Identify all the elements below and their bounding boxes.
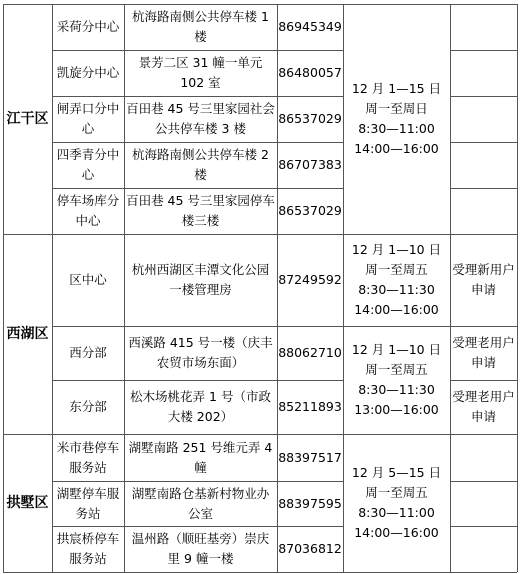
schedule-line: 8:30—11:30 — [358, 282, 435, 297]
note-cell — [450, 434, 517, 481]
note-cell — [450, 481, 517, 526]
schedule-line: 12 月 1—10 日 — [351, 342, 442, 357]
schedule-lines — [352, 240, 441, 320]
note-cell — [450, 188, 517, 234]
unit-cell — [52, 380, 124, 434]
schedule-lines — [352, 340, 441, 420]
address-text: 湖墅南路 251 号维元弄 4 幢 — [128, 439, 273, 475]
district-name: 拱墅区 — [6, 495, 49, 511]
unit-name: 四季青分中心 — [56, 147, 120, 182]
unit-cell — [52, 142, 124, 188]
unit-name: 西分部 — [69, 345, 107, 360]
unit-cell — [52, 4, 124, 50]
address-text: 杭州西湖区丰潭文化公园一楼管理房 — [131, 262, 270, 297]
schedule-lines — [352, 79, 441, 159]
note-cell — [450, 526, 517, 572]
address-cell — [124, 142, 277, 188]
schedule-line: 12 月 1—15 日 — [351, 81, 442, 96]
unit-cell — [52, 188, 124, 234]
phone-cell — [277, 188, 343, 234]
phone-number: 86945349 — [278, 19, 342, 34]
schedule-line: 周一至周五 — [365, 262, 428, 277]
unit-cell — [52, 234, 124, 326]
note-text: 受理新用户申请 — [452, 262, 515, 297]
address-cell — [124, 4, 277, 50]
note-cell — [450, 142, 517, 188]
address-text: 温州路（顺旺基旁）崇庆里 9 幢一楼 — [131, 531, 270, 566]
address-text: 杭海路南侧公共停车楼 1 楼 — [132, 9, 269, 44]
grid-line — [343, 4, 344, 572]
schedule-line: 周一至周五 — [365, 485, 428, 500]
grid-line — [52, 188, 343, 189]
phone-number: 87249592 — [278, 272, 342, 287]
schedule-line: 8:30—11:00 — [358, 121, 435, 136]
phone-cell — [277, 142, 343, 188]
grid-line — [3, 572, 517, 573]
schedule-line: 14:00—16:00 — [354, 525, 439, 540]
grid-line — [52, 326, 343, 327]
note-cell — [450, 96, 517, 142]
address-cell — [124, 434, 277, 481]
grid-line — [52, 142, 343, 143]
schedule-line: 周一至周五 — [365, 362, 428, 377]
address-cell — [124, 96, 277, 142]
grid-line — [52, 526, 343, 527]
phone-number: 87036812 — [278, 541, 342, 556]
schedule-line: 14:00—16:00 — [354, 141, 439, 156]
phone-number: 86537029 — [278, 203, 342, 218]
grid-line — [517, 4, 518, 572]
schedule-line: 8:30—11:30 — [358, 382, 435, 397]
unit-name: 湖墅停车服务站 — [56, 485, 120, 521]
grid-line — [3, 234, 517, 235]
schedule-line: 13:00—16:00 — [354, 402, 439, 417]
schedule-line: 14:00—16:00 — [354, 302, 439, 317]
grid-line — [124, 4, 125, 572]
note-cell — [450, 326, 517, 380]
note-cell — [450, 4, 517, 50]
schedule-line: 12 月 5—15 日 — [351, 465, 442, 480]
phone-cell — [277, 96, 343, 142]
grid-line — [450, 4, 451, 572]
phone-cell — [277, 234, 343, 326]
unit-name: 拱宸桥停车服务站 — [56, 531, 120, 566]
phone-number: 88397595 — [278, 495, 342, 511]
schedule-cell — [343, 434, 450, 572]
address-cell — [124, 380, 277, 434]
schedule-line: 8:30—11:00 — [358, 505, 435, 520]
district-name: 西湖区 — [6, 326, 49, 342]
unit-name: 采荷分中心 — [56, 19, 120, 34]
schedule-line: 12 月 1—10 日 — [351, 242, 442, 257]
unit-name: 停车场库分中心 — [56, 193, 120, 228]
district-name-cell — [3, 434, 52, 572]
unit-cell — [52, 481, 124, 526]
address-text: 百田巷 45 号三里家园社会公共停车楼 3 楼 — [126, 101, 275, 136]
unit-name: 凯旋分中心 — [56, 65, 120, 80]
address-cell — [124, 50, 277, 96]
phone-number: 88062710 — [278, 345, 342, 360]
phone-cell — [277, 434, 343, 481]
schedule-lines — [352, 463, 441, 543]
district-name: 江干区 — [6, 111, 49, 127]
grid-line — [52, 4, 53, 572]
address-text: 松木场桃花弄 1 号（市政大楼 202） — [130, 389, 271, 424]
schedule-cell — [343, 4, 450, 234]
phone-cell — [277, 380, 343, 434]
district-name-cell — [3, 234, 52, 434]
schedule-cell — [343, 326, 450, 434]
unit-name: 闸弄口分中心 — [56, 101, 120, 136]
phone-number: 86707383 — [278, 157, 342, 172]
schedule-cell — [343, 234, 450, 326]
phone-cell — [277, 481, 343, 526]
address-text: 杭海路南侧公共停车楼 2 楼 — [132, 147, 269, 182]
address-cell — [124, 481, 277, 526]
phone-cell — [277, 526, 343, 572]
phone-cell — [277, 326, 343, 380]
grid-line — [3, 434, 517, 435]
grid-line — [52, 481, 343, 482]
note-text: 受理老用户申请 — [452, 335, 515, 370]
unit-cell — [52, 326, 124, 380]
address-cell — [124, 326, 277, 380]
address-text: 湖墅南路仓基新村物业办公室 — [131, 485, 270, 521]
phone-cell — [277, 4, 343, 50]
unit-cell — [52, 526, 124, 572]
grid-line — [52, 50, 343, 51]
phone-cell — [277, 50, 343, 96]
phone-number: 86480057 — [278, 65, 342, 80]
schedule-line: 周一至周日 — [365, 101, 428, 116]
address-cell — [124, 526, 277, 572]
grid-line — [52, 96, 343, 97]
phone-number: 85211893 — [278, 399, 342, 414]
unit-cell — [52, 96, 124, 142]
grid-line — [3, 4, 517, 5]
unit-cell — [52, 50, 124, 96]
address-cell — [124, 188, 277, 234]
address-text: 百田巷 45 号三里家园停车楼三楼 — [126, 193, 275, 228]
address-text: 西溪路 415 号一楼（庆丰农贸市场东面） — [128, 335, 273, 370]
phone-number: 88397517 — [278, 449, 342, 465]
unit-name: 东分部 — [69, 399, 107, 414]
phone-number: 86537029 — [278, 111, 342, 126]
unit-name: 区中心 — [69, 272, 107, 287]
grid-line — [52, 380, 343, 381]
note-cell — [450, 50, 517, 96]
note-cell — [450, 380, 517, 434]
unit-cell — [52, 434, 124, 481]
address-cell — [124, 234, 277, 326]
unit-name: 米市巷停车服务站 — [56, 439, 120, 475]
district-name-cell — [3, 4, 52, 234]
address-text: 景芳二区 31 幢一单元 102 室 — [138, 55, 263, 90]
grid-line — [3, 4, 4, 572]
note-text: 受理老用户申请 — [452, 389, 515, 424]
note-cell — [450, 234, 517, 326]
grid-line — [277, 4, 278, 572]
